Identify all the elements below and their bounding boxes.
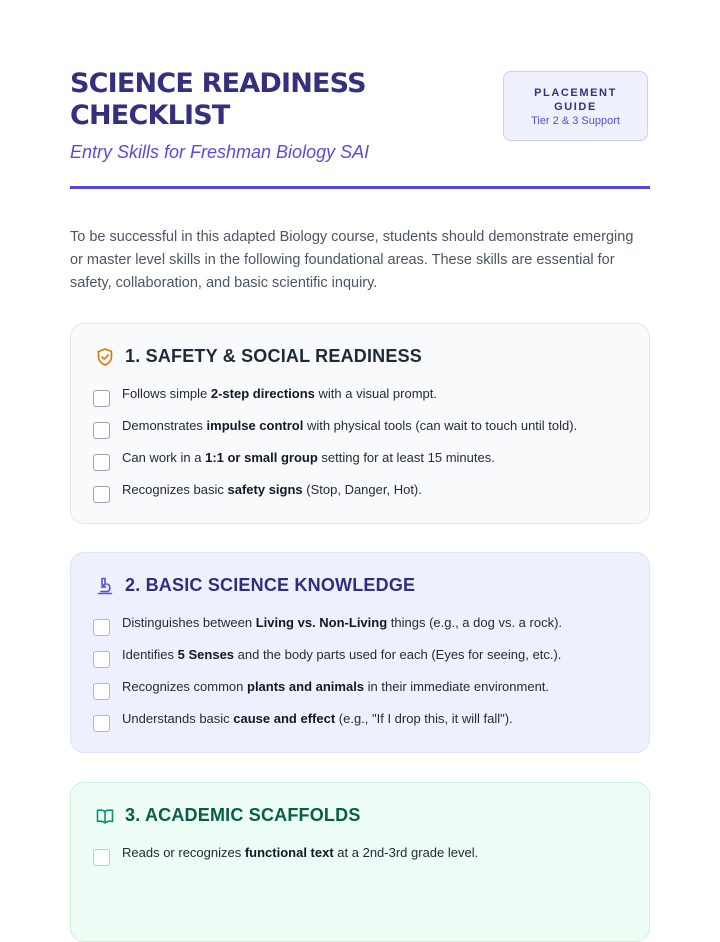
checkbox[interactable] [93, 683, 110, 700]
page-subtitle: Entry Skills for Freshman Biology SAI [70, 142, 370, 162]
microscope-icon [95, 576, 115, 596]
intro-paragraph: To be successful in this adapted Biology course, students should demonstrate emerging or master level skills in the following foundational areas. These skills are essential for safety, collaboration, and basic scientific inquiry. [70, 229, 634, 291]
item-text: Identifies 5 Senses and the body parts used for each (Eyes for seeing, etc.). [122, 647, 562, 662]
item-text: Recognizes basic safety signs (Stop, Danger, Hot). [122, 482, 422, 497]
section-header [95, 805, 361, 826]
section-title: 1. SAFETY & SOCIAL READINESS [125, 346, 422, 366]
checklist-item [93, 643, 633, 675]
item-text: Follows simple 2-step directions with a visual prompt. [122, 386, 437, 401]
header-divider [70, 186, 650, 189]
checkbox[interactable] [93, 849, 110, 866]
section-title: 2. BASIC SCIENCE KNOWLEDGE [125, 575, 416, 595]
placement-guide-badge [503, 71, 648, 141]
checklist-item [93, 611, 633, 643]
section-title: 3. ACADEMIC SCAFFOLDS [125, 805, 361, 825]
checkbox[interactable] [93, 715, 110, 732]
checklist-item [93, 382, 633, 414]
checklist-item [93, 707, 633, 739]
badge-title: PLACEMENT GUIDE [534, 87, 617, 113]
checklist-item [93, 841, 633, 873]
checkbox[interactable] [93, 486, 110, 503]
checkbox[interactable] [93, 422, 110, 439]
section-safety [70, 323, 650, 524]
checkbox[interactable] [93, 454, 110, 471]
item-text: Reads or recognizes functional text at a 2nd-3rd grade level. [122, 845, 479, 860]
checkbox[interactable] [93, 651, 110, 668]
section-academic-scaffolds [70, 782, 650, 942]
section-science-knowledge [70, 552, 650, 753]
section-header [95, 346, 422, 367]
checkbox[interactable] [93, 390, 110, 407]
checklist-item [93, 675, 633, 707]
item-text: Understands basic cause and effect (e.g., "If I drop this, it will fall"). [122, 711, 513, 726]
item-text: Recognizes common plants and animals in their immediate environment. [122, 679, 550, 694]
checklist-item [93, 414, 633, 446]
shield-icon [95, 347, 115, 367]
section-header [95, 575, 415, 596]
checklist-item [93, 446, 633, 478]
item-text: Demonstrates impulse control with physical tools (can wait to touch until told). [122, 418, 578, 433]
badge-subtitle: Tier 2 & 3 Support [531, 115, 620, 127]
item-text: Can work in a 1:1 or small group setting for at least 15 minutes. [122, 450, 495, 465]
checklist-item [93, 478, 633, 510]
page-title: SCIENCE READINESS CHECKLIST [70, 68, 366, 131]
open-book-icon [95, 806, 115, 826]
item-text: Distinguishes between Living vs. Non-Living things (e.g., a dog vs. a rock). [122, 615, 563, 630]
checkbox[interactable] [93, 619, 110, 636]
